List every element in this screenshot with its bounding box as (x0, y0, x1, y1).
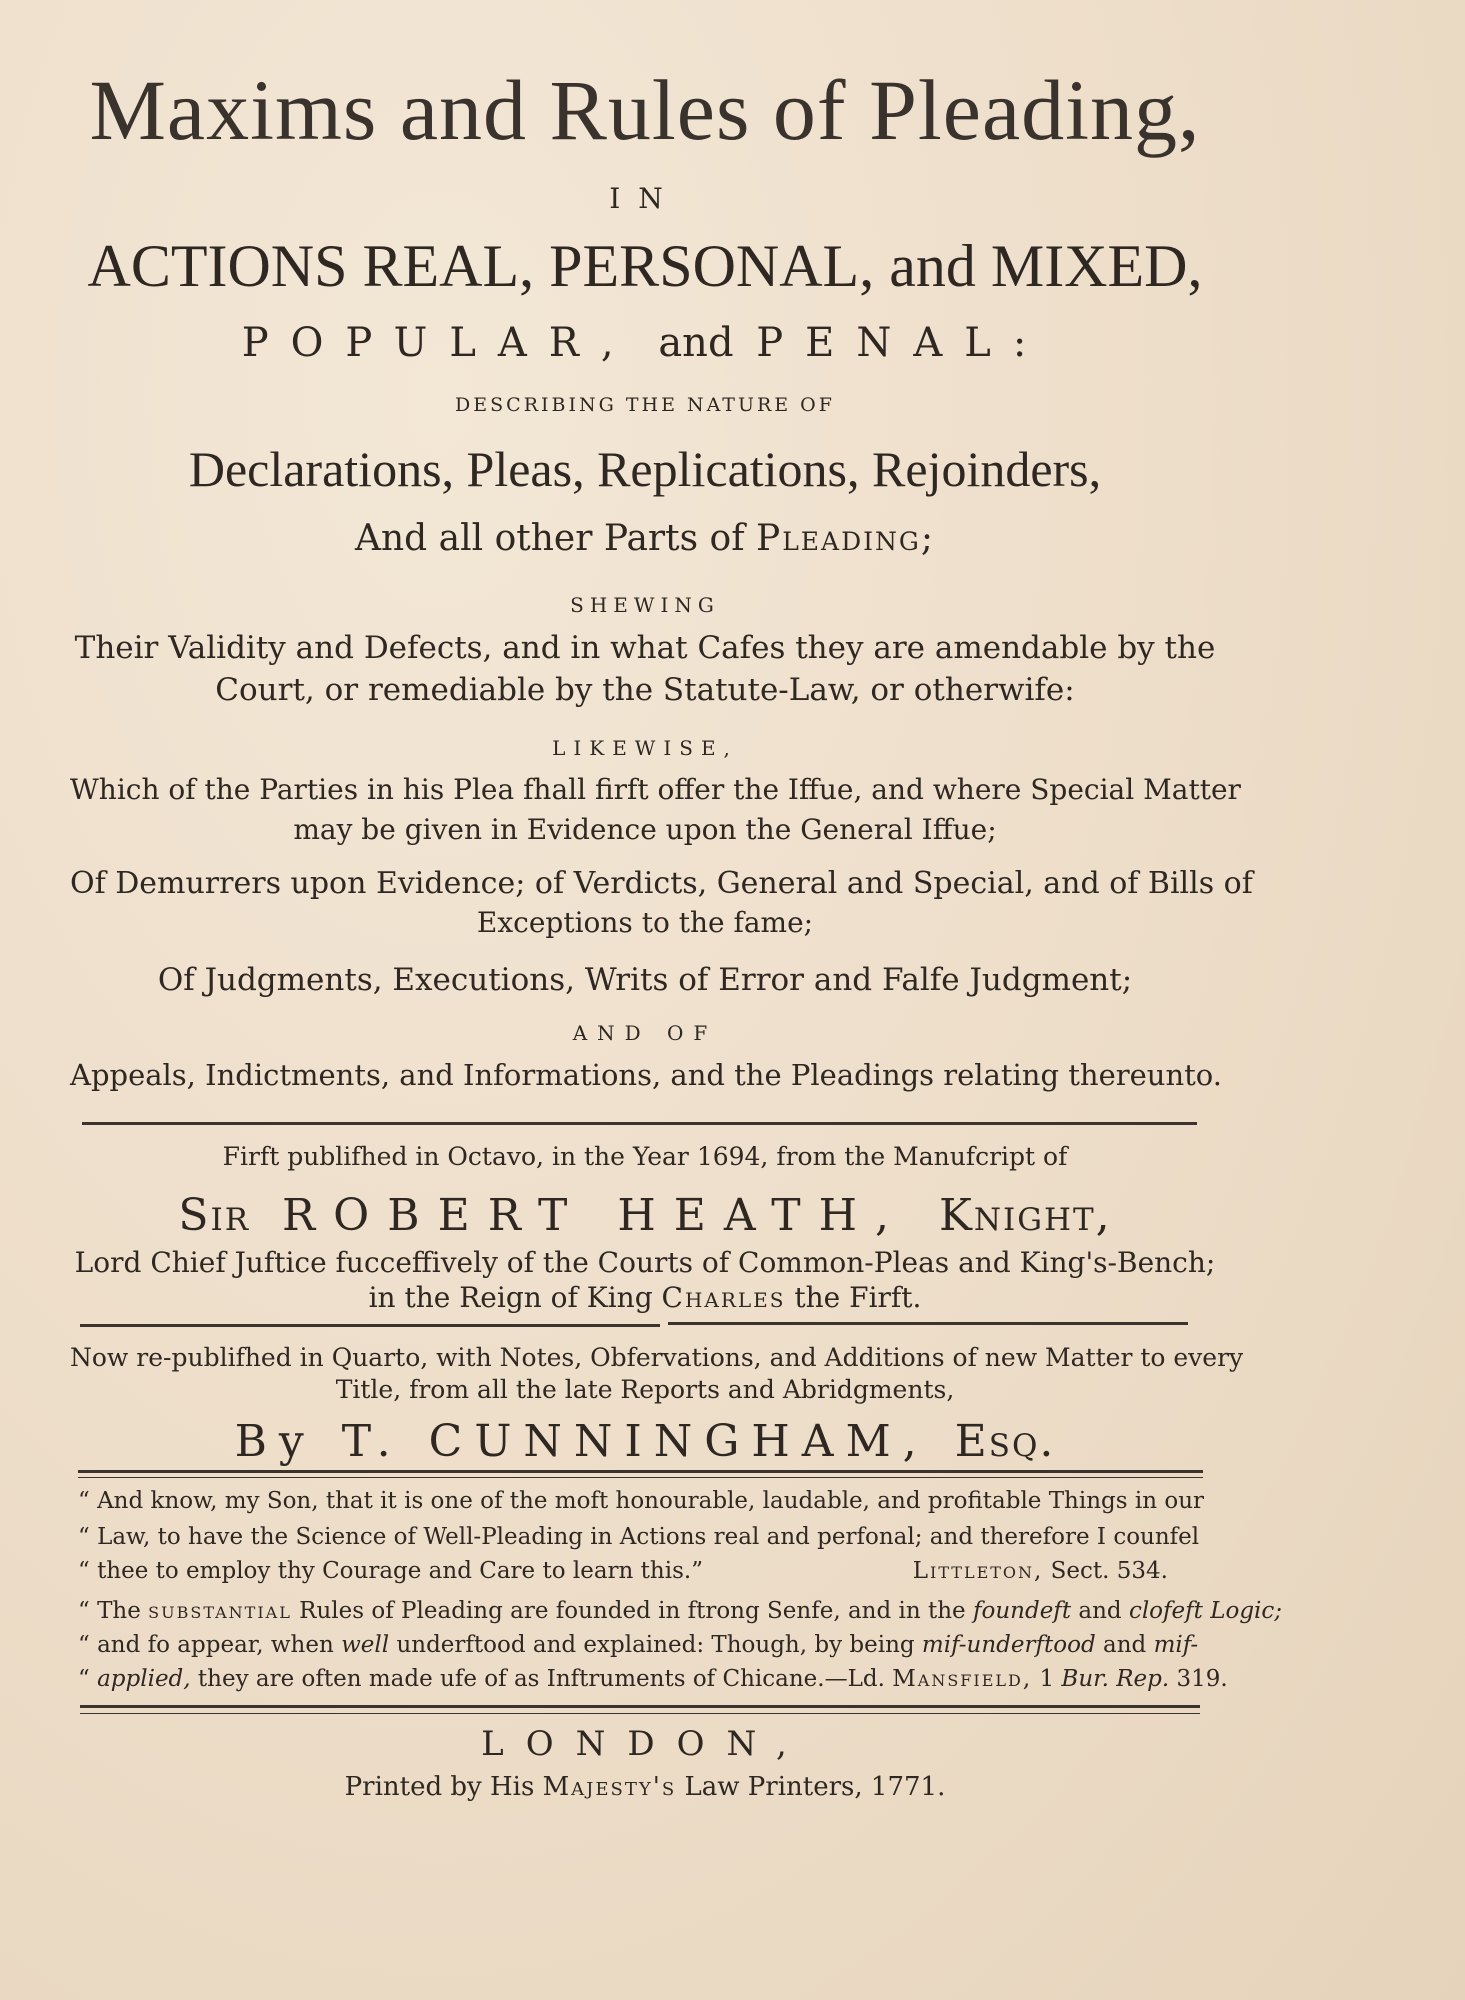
in-line: IN (609, 182, 681, 215)
divider-rule-3a (78, 1470, 1203, 1473)
first-published-line: Firft publifhed in Octavo, in the Year 1694, from the Manufcript of (222, 1142, 1068, 1171)
divider-rule-4a (80, 1705, 1200, 1708)
likewise-line: LIKEWISE, (552, 736, 738, 760)
pleading-caps: Pleading; (755, 518, 936, 559)
q5-italic-2: mif-underftood (921, 1632, 1096, 1658)
divider-rule-4b (80, 1713, 1200, 1714)
and-of-line: AND OF (572, 1021, 718, 1045)
littleton-attribution (913, 1558, 1168, 1584)
editor-name: T. CUNNINGHAM, (341, 1416, 929, 1467)
littleton-caps: Littleton, (912, 1558, 1044, 1584)
q4-pre: “ The (78, 1598, 141, 1624)
q6-italic: applied, (97, 1666, 191, 1692)
mansfield-caps: Mansfield, (892, 1666, 1033, 1692)
littleton-sect: Sect. 534. (1050, 1558, 1168, 1584)
by-word: By (234, 1416, 316, 1467)
which-line-1: Which of the Parties in his Plea fhall firft offer the Iffue, and where Special Matter (70, 773, 1241, 806)
divider-rule-2a (80, 1324, 660, 1327)
editor-line (70, 1416, 1220, 1467)
lord-chief-pre: in the Reign of King (368, 1281, 653, 1314)
judgments-line: Of Judgments, Executions, Writs of Error and Falfe Judgment; (157, 962, 1133, 998)
esq-caps: Esq. (954, 1416, 1056, 1467)
q6-italic-2: Bur. Rep. (1061, 1666, 1170, 1692)
epigraph-line-3 (78, 1558, 1208, 1584)
divider-rule-1 (82, 1122, 1197, 1125)
actions-line: ACTIONS REAL, PERSONAL, and MIXED, (87, 233, 1203, 299)
q4-caps: substantial (148, 1598, 292, 1624)
appeals-line: Appeals, Indictments, and Informations, and the Pleadings relating thereunto. (70, 1058, 1222, 1092)
author-sir: Sir (178, 1190, 251, 1241)
lord-chief-line-1: Lord Chief Juftice fucceffively of the Courts of Common-Pleas and King's-Bench; (74, 1246, 1216, 1279)
q6-vol: 1 (1039, 1666, 1055, 1692)
divider-rule-2b (668, 1322, 1188, 1325)
validity-line-1: Their Validity and Defects, and in what Cafes they are amendable by the (74, 630, 1216, 666)
charles-caps: Charles (661, 1281, 786, 1314)
popular-penal-line (70, 320, 1220, 366)
and-word: and (658, 320, 734, 366)
describing-line: DESCRIBING THE NATURE OF (455, 394, 835, 416)
divider-rule-3b (78, 1477, 1203, 1478)
popular-word: POPULAR, (241, 320, 636, 366)
q5-pre: “ and fo appear, when (78, 1632, 334, 1658)
epigraph-line-5 (78, 1632, 1208, 1658)
penal-word: PENAL: (756, 320, 1049, 366)
and-all-line (70, 518, 1220, 559)
author-line (70, 1190, 1220, 1241)
epigraph-line-2: “ Law, to have the Science of Well-Pleading in Actions real and perfonal; and therefore I counfel (78, 1524, 1200, 1550)
validity-line-2: Court, or remediable by the Statute-Law, or otherwife: (215, 672, 1075, 708)
and-all-text: And all other Parts of (354, 518, 745, 559)
lord-chief-line-2 (70, 1281, 1220, 1314)
q4-italic-1: foundeft (972, 1598, 1072, 1624)
declarations-line: Declarations, Pleas, Replications, Rejoinders, (188, 441, 1102, 497)
q6-end: 319. (1176, 1666, 1228, 1692)
epigraph-line-3-text: “ thee to employ thy Courage and Care to learn this.” (78, 1558, 703, 1584)
demurrers-line-2: Exceptions to the fame; (476, 906, 814, 939)
printed-post: Law Printers, 1771. (684, 1772, 946, 1802)
which-line-2: may be given in Evidence upon the General Iffue; (293, 813, 997, 846)
republished-line-1: Now re-publifhed in Quarto, with Notes, Obfervations, and Additions of new Matter to every (70, 1343, 1244, 1372)
q5-mid: underftood and explained: Though, by being (396, 1632, 915, 1658)
q5-italic-3: mif- (1153, 1632, 1199, 1658)
imprint-city: LONDON, (481, 1724, 809, 1764)
epigraph-line-6 (78, 1666, 1228, 1692)
q5-italic-1: well (341, 1632, 390, 1658)
republished-line-2: Title, from all the late Reports and Abridgments, (335, 1375, 955, 1404)
lord-chief-post: the Firft. (794, 1281, 922, 1314)
q4-and: and (1078, 1598, 1122, 1624)
q4-mid: Rules of Pleading are founded in ftrong Senfe, and in the (299, 1598, 966, 1624)
printed-pre: Printed by His (344, 1772, 535, 1802)
demurrers-line-1: Of Demurrers upon Evidence; of Verdicts, General and Special, and of Bills of (70, 866, 1253, 901)
author-knight: Knight, (938, 1190, 1112, 1241)
imprint-printer (70, 1772, 1220, 1802)
book-title: Maxims and Rules of Pleading, (89, 62, 1201, 158)
majesty-caps: Majesty's (542, 1772, 677, 1802)
epigraph-line-1: “ And know, my Son, that it is one of the moft honourable, laudable, and profitable Things in our (78, 1488, 1205, 1514)
shewing-line: SHEWING (570, 593, 720, 617)
q6-mid: they are often made ufe of as Inftruments of Chicane.—Ld. (197, 1666, 885, 1692)
epigraph-line-4 (78, 1598, 1283, 1624)
author-name: ROBERT HEATH, (282, 1190, 907, 1241)
q5-and: and (1103, 1632, 1147, 1658)
q6-pre: “ (78, 1666, 90, 1692)
q4-italic-2: clofeft Logic; (1128, 1598, 1283, 1624)
